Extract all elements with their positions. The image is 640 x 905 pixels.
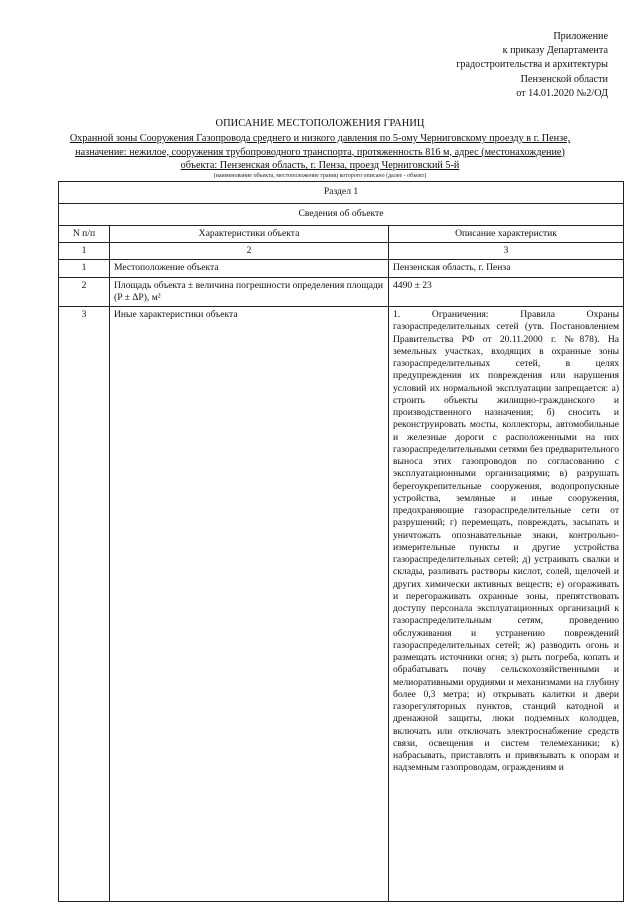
subject-line: Охранной зоны Сооружения Газопровода среднего и низкого давления по 5-ому Черниговскому проезду в г. Пензе, <box>69 133 571 144</box>
approval-line: Пензенской области <box>520 73 608 85</box>
row-description: 4490 ± 23 <box>389 277 624 306</box>
approval-line: Приложение <box>553 31 608 42</box>
table-header-row <box>59 226 624 243</box>
approval-line: от 14.01.2020 №2/ОД <box>516 87 608 99</box>
row-characteristic: Площадь объекта ± величина погрешности определения площади (P ± ΔP), м² <box>110 277 389 306</box>
subject-line: назначение: нежилое, сооружения трубопроводного транспорта, протяженность 816 м, адрес (местонахождение) <box>75 146 565 158</box>
row-description: 1. Ограничения: Правила Охраны газораспределительных сетей (утв. Постановлением Правительства РФ от 20.11.2000 г. №878). На земельных участках, входящих в охранные зоны газораспределительных сетей, в целях предупреждения их повреждения или нарушения условий их нормальной эксплуатации запрещается: а) строить объекты жилищно-гражданского и производственного назначения; б) сносить и реконструировать мосты, коллекторы, автомобильные и железные дороги с расположенными на них газораспределительными сетями без предварительного выноса этих газопроводов по согласованию с эксплуатационными организациями; в) разрушать берегоукрепительные сооружения, водопропускные устройства, земляные и иные сооружения, предохраняющие газораспределительные сети от разрушений; г) перемещать, повреждать, засыпать и уничтожать опознавательные знаки, контрольно-измерительные пункты и другие устройства газораспределительных сетей; д) устраивать свалки и склады, разливать растворы кислот, солей, щелочей и других химически активных веществ; е) огораживать и перегораживать охранные зоны, препятствовать доступу персонала эксплуатационных организаций к газораспределительным сетям, проведению обслуживания и устранению повреждений газораспределительных сетей; ж) разводить огонь и размещать источники огня; з) рыть погреба, копать и обрабатывать почву сельскохозяйственными и мелиоративными орудиями и механизмами на глубину более 0,3 метра; и) открывать калитки и двери газорегуляторных пунктов, станций катодной и дренажной защиты, люки подземных колодцев, включать или отключать электроснабжение средств связи, освещения и систем телемеханики; к) набрасывать, приставлять и привязывать к опорам и надземным газопроводам, ограждениям и <box>393 309 620 774</box>
row-num: 3 <box>59 307 110 902</box>
row-num: 1 <box>59 260 110 277</box>
section-title: Раздел 1 <box>59 182 624 204</box>
header-characteristic: Характеристики объекта <box>110 226 389 243</box>
row-characteristic: Иные характеристики объекта <box>110 307 389 902</box>
column-number-row <box>59 243 624 260</box>
row-num: 2 <box>59 277 110 306</box>
subject-caption: (наименование объекта, местоположение границ которого описано (далее - объект) <box>213 173 427 179</box>
column-number: 3 <box>389 243 624 260</box>
approval-block <box>456 30 608 101</box>
column-number: 2 <box>110 243 389 260</box>
approval-line: градостроительства и архитектуры <box>456 59 608 71</box>
section-subtitle: Сведения об объекте <box>59 204 624 226</box>
table-row <box>59 307 624 902</box>
document-title: ОПИСАНИЕ МЕСТОПОЛОЖЕНИЯ ГРАНИЦ <box>215 118 425 129</box>
header-num: N п/п <box>59 226 110 243</box>
subject-line: объекта: Пензенская область, г. Пенза, проезд Черниговский 5-й <box>180 160 460 172</box>
row-characteristic: Местоположение объекта <box>110 260 389 277</box>
row-description-cell <box>389 307 624 902</box>
approval-line: к приказу Департамента <box>502 45 608 57</box>
header-description: Описание характеристик <box>389 226 624 243</box>
table-row <box>59 277 624 306</box>
object-subject <box>40 132 600 173</box>
row-description: Пензенская область, г. Пенза <box>389 260 624 277</box>
object-info-table <box>58 181 624 902</box>
column-number: 1 <box>59 243 110 260</box>
table-row <box>59 260 624 277</box>
